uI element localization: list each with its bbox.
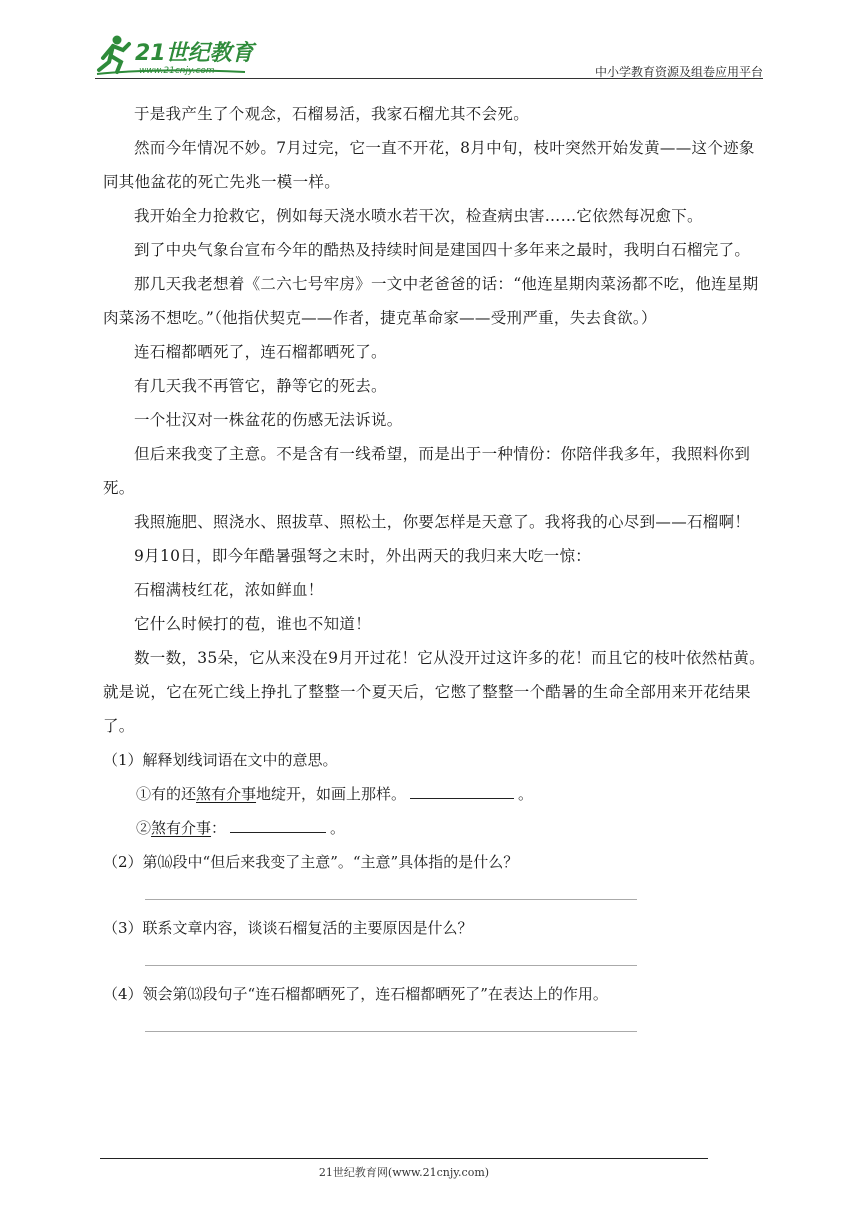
underlined-term: 煞有介事 (196, 785, 257, 803)
paragraph: 石榴满枝红花，浓如鲜血！ (134, 581, 324, 599)
question-1a: ①有的还煞有介事地绽开，如画上那样。 。 (136, 785, 534, 803)
question-3: （3）联系文章内容，谈谈石榴复活的主要原因是什么？ (103, 919, 473, 937)
page-header (95, 30, 763, 78)
paragraph: 数一数，35朵，它从来没在9月开过花！它从没开过这许多的花！而且它的枝叶依然枯黄。就是说，它在死亡线上挣扎了整整一个夏天后，它憋了整整一个酷暑的生命全部用来开花结果了。 (103, 649, 765, 735)
footer-source: 21世纪教育网(www.21cnjy.com) (318, 1166, 490, 1179)
paragraph: 到了中央气象台宣布今年的酷热及持续时间是建国四十多年来之最时，我明白石榴完了。 (134, 241, 751, 259)
answer-line[interactable] (103, 1011, 765, 1043)
answer-blank[interactable] (410, 797, 514, 799)
question-4: （4）领会第⒀段句子“连石榴都晒死了，连石榴都晒死了”在表达上的作用。 (103, 985, 608, 1003)
paragraph: 9月10日，即今年酷暑强弩之末时，外出两天的我归来大吃一惊： (134, 547, 592, 565)
footer-divider (100, 1158, 708, 1159)
paragraph: 它什么时候打的苞，谁也不知道！ (134, 615, 372, 633)
paragraph: 一个壮汉对一株盆花的伤感无法诉说。 (134, 411, 403, 429)
svg-text:www.21cnjy.com: www.21cnjy.com (139, 66, 215, 76)
header-divider (95, 78, 763, 79)
header-platform-text: 中小学教育资源及组卷应用平台 (594, 65, 763, 79)
paragraph: 我照施肥、照浇水、照拔草、照松土，你要怎样是天意了。我将我的心尽到——石榴啊！ (134, 513, 751, 531)
question-1b: ②煞有介事： 。 (136, 819, 346, 837)
answer-line[interactable] (103, 879, 765, 911)
paragraph: 有几天我不再管它，静等它的死去。 (134, 377, 387, 395)
paragraph: 于是我产生了个观念，石榴易活，我家石榴尤其不会死。 (134, 105, 530, 123)
site-logo (95, 30, 265, 78)
article-body (103, 97, 765, 1043)
question-1: （1）解释划线词语在文中的意思。 (103, 751, 338, 769)
svg-text:21世纪教育: 21世纪教育 (135, 41, 254, 66)
answer-blank[interactable] (230, 831, 326, 833)
question-2: （2）第⒃段中“但后来我变了主意”。“主意”具体指的是什么？ (103, 853, 519, 871)
paragraph: 连石榴都晒死了，连石榴都晒死了。 (134, 343, 387, 361)
answer-line[interactable] (103, 945, 765, 977)
paragraph: 那几天我老想着《二六七号牢房》一文中老爸爸的话：“他连星期肉菜汤都不吃，他连星期肉菜汤不想吃。”（他指伏契克——作者，捷克革命家——受刑严重，失去食欲。） (103, 275, 759, 327)
paragraph: 然而今年情况不妙。7月过完，它一直不开花，8月中旬，枝叶突然开始发黄——这个迹象同其他盆花的死亡先兆一模一样。 (103, 139, 755, 191)
paragraph: 但后来我变了主意。不是含有一线希望，而是出于一种情份：你陪伴我多年，我照料你到死。 (103, 445, 751, 497)
paragraph: 我开始全力抢救它，例如每天浇水喷水若干次，检查病虫害……它依然每况愈下。 (134, 207, 703, 225)
underlined-term: 煞有介事 (151, 819, 212, 837)
